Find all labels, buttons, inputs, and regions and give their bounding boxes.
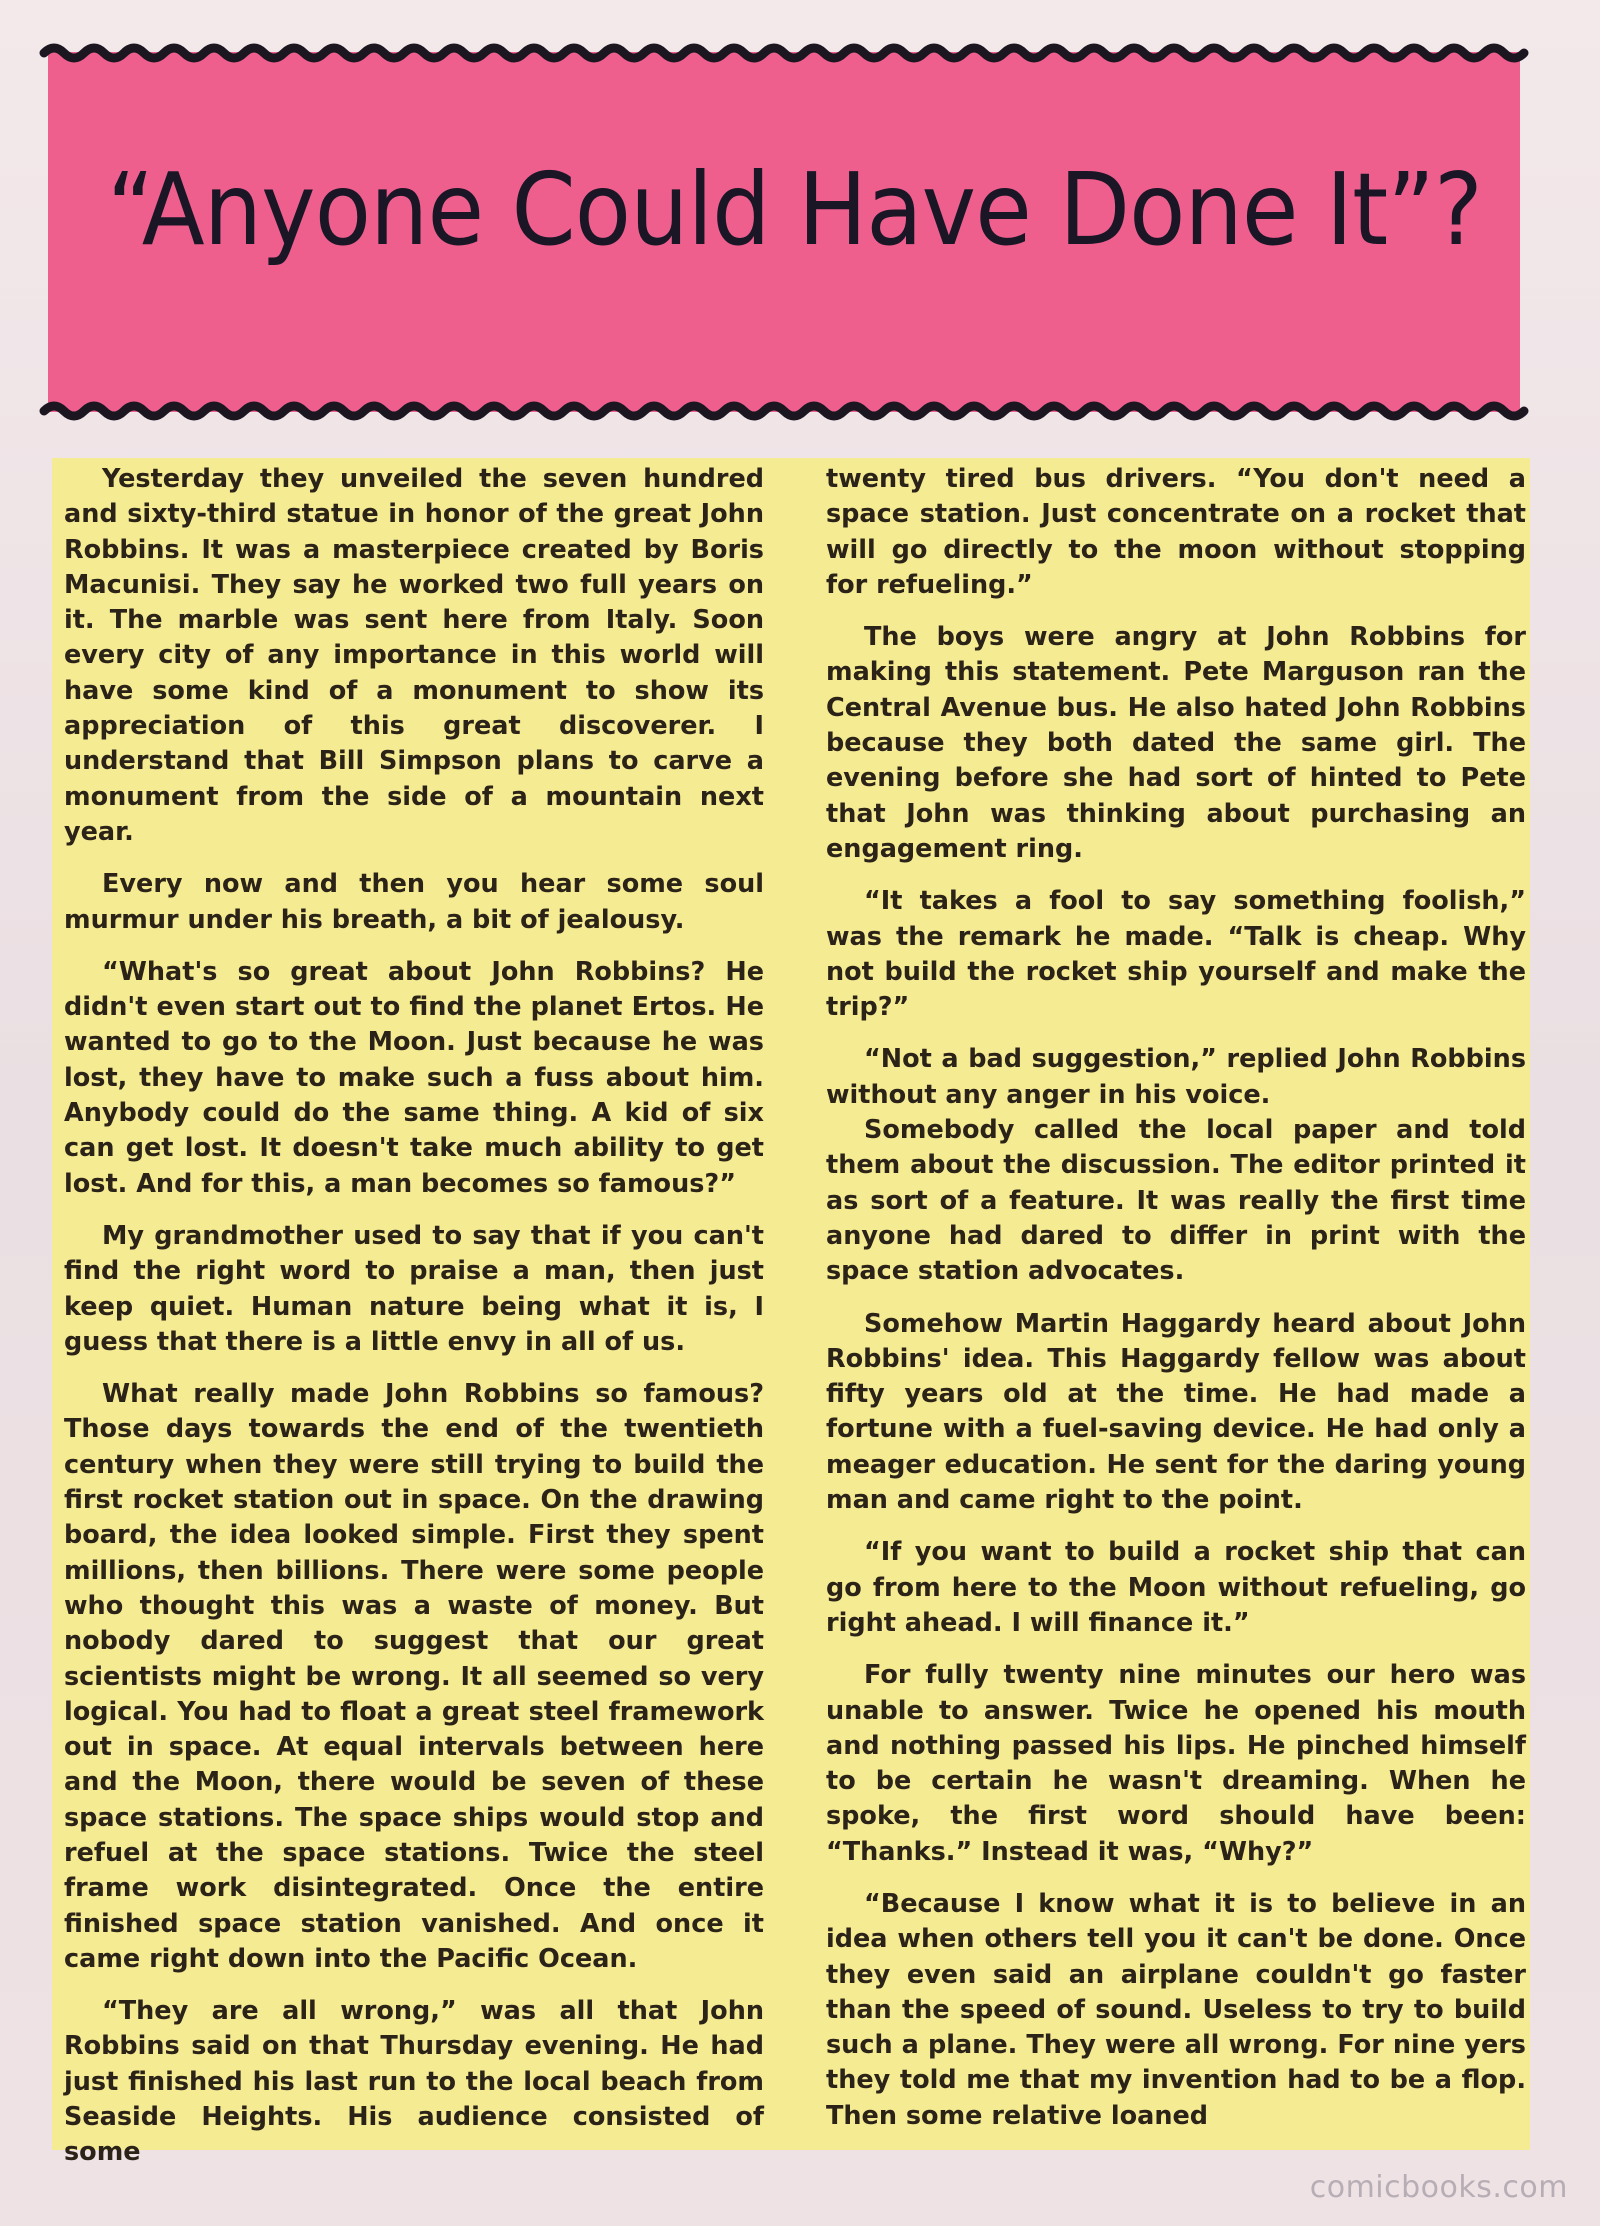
paragraph: Yesterday they unveiled the seven hundred and sixty-third statue in honor of the great John Robbins. It was a masterpiece created by Boris Macunisi. They say he worked two full years on it. The marble was sent here from Italy. Soon every city of any importance in this world will have some kind of a monument to show its appreciation of this great discoverer. I understand that Bill Simpson plans to carve a monument from the side of a mountain next year.	[64, 464, 764, 847]
paragraph: “They are all wrong,” was all that John Robbins said on that Thursday evening. He had just finished his last run to the local beach from Seaside Heights. His audience consisted of some	[64, 1996, 764, 2168]
paragraph: “What's so great about John Robbins? He didn't even start out to find the planet Ertos. He wanted to go to the Moon. Just because he was lost, they have to make such a fuss about him. Anybody could do the same thing. A kid of six can get lost. It doesn't take much ability to get lost. And for this, a man becomes so famous?”	[64, 956, 764, 1199]
paragraph: Somehow Martin Haggardy heard about John Robbins' idea. This Haggardy fellow was about fifty years old at the time. He had made a fortune with a fuel-saving device. He had only a meager education. He sent for the daring young man and came right to the point.	[826, 1308, 1526, 1516]
paragraph: Somebody called the local paper and told them about the discussion. The editor printed it as sort of a feature. It was really the first time anyone had dared to differ in print with the space station advocates.	[826, 1115, 1526, 1287]
paragraph: twenty tired bus drivers. “You don't need a space station. Just concentrate on a rocket that will go directly to the moon without stopping for refueling.”	[826, 464, 1526, 600]
wavy-border-bottom	[44, 396, 1524, 426]
paragraph: Every now and then you hear some soul murmur under his breath, a bit of jealousy.	[64, 869, 764, 935]
paragraph: For fully twenty nine minutes our hero was unable to answer. Twice he opened his mouth and nothing passed his lips. He pinched himself to be certain he wasn't dreaming. When he spoke, the first word should have been: “Thanks.” Instead it was, “Why?”	[826, 1660, 1526, 1867]
paragraph: “Not a bad suggestion,” replied John Robbins without any anger in his voice.	[826, 1044, 1526, 1110]
paragraph: “It takes a fool to say something foolish,” was the remark he made. “Talk is cheap. Why not build the rocket ship yourself and make the trip?”	[826, 886, 1526, 1023]
story-title: “Anyone Could Have Done It”?	[106, 151, 1482, 268]
left-text-column	[64, 462, 764, 2168]
paragraph: The boys were angry at John Robbins for making this statement. Pete Marguson ran the Central Avenue bus. He also hated John Robbins because they both dated the same girl. The evening before she had sort of hinted to Pete that John was thinking about purchasing an engagement ring.	[826, 622, 1526, 864]
wavy-border-top	[44, 38, 1524, 68]
paragraph: “Because I know what it is to believe in an idea when others tell you it can't be done. Once they even said an airplane couldn't go faster than the speed of sound. Useless to try to build such a plane. They were all wrong. For nine yers they told me that my invention had to be a flop. Then some relative loaned	[826, 1888, 1526, 2131]
paragraph: My grandmother used to say that if you can't find the right word to praise a man, then just keep quiet. Human nature being what it is, I guess that there is a little envy in all of us.	[64, 1220, 764, 1357]
paragraph: What really made John Robbins so famous? Those days towards the end of the twentieth century when they were still trying to build the first rocket station out in space. On the drawing board, the idea looked simple. First they spent millions, then billions. There were some people who thought this was a waste of money. But nobody dared to suggest that our great scientists might be wrong. It all seemed so very logical. You had to float a great steel framework out in space. At equal intervals between here and the Moon, there would be seven of these space stations. The space ships would stop and refuel at the space stations. Twice the steel frame work disintegrated. Once the entire finished space station vanished. And once it came right down into the Pacific Ocean.	[64, 1379, 764, 1974]
paragraph: “If you want to build a rocket ship that can go from here to the Moon without refueling, go right ahead. I will finance it.”	[826, 1537, 1526, 1638]
right-text-column	[826, 462, 1526, 2146]
watermark: comicbooks.com	[1309, 2170, 1568, 2205]
